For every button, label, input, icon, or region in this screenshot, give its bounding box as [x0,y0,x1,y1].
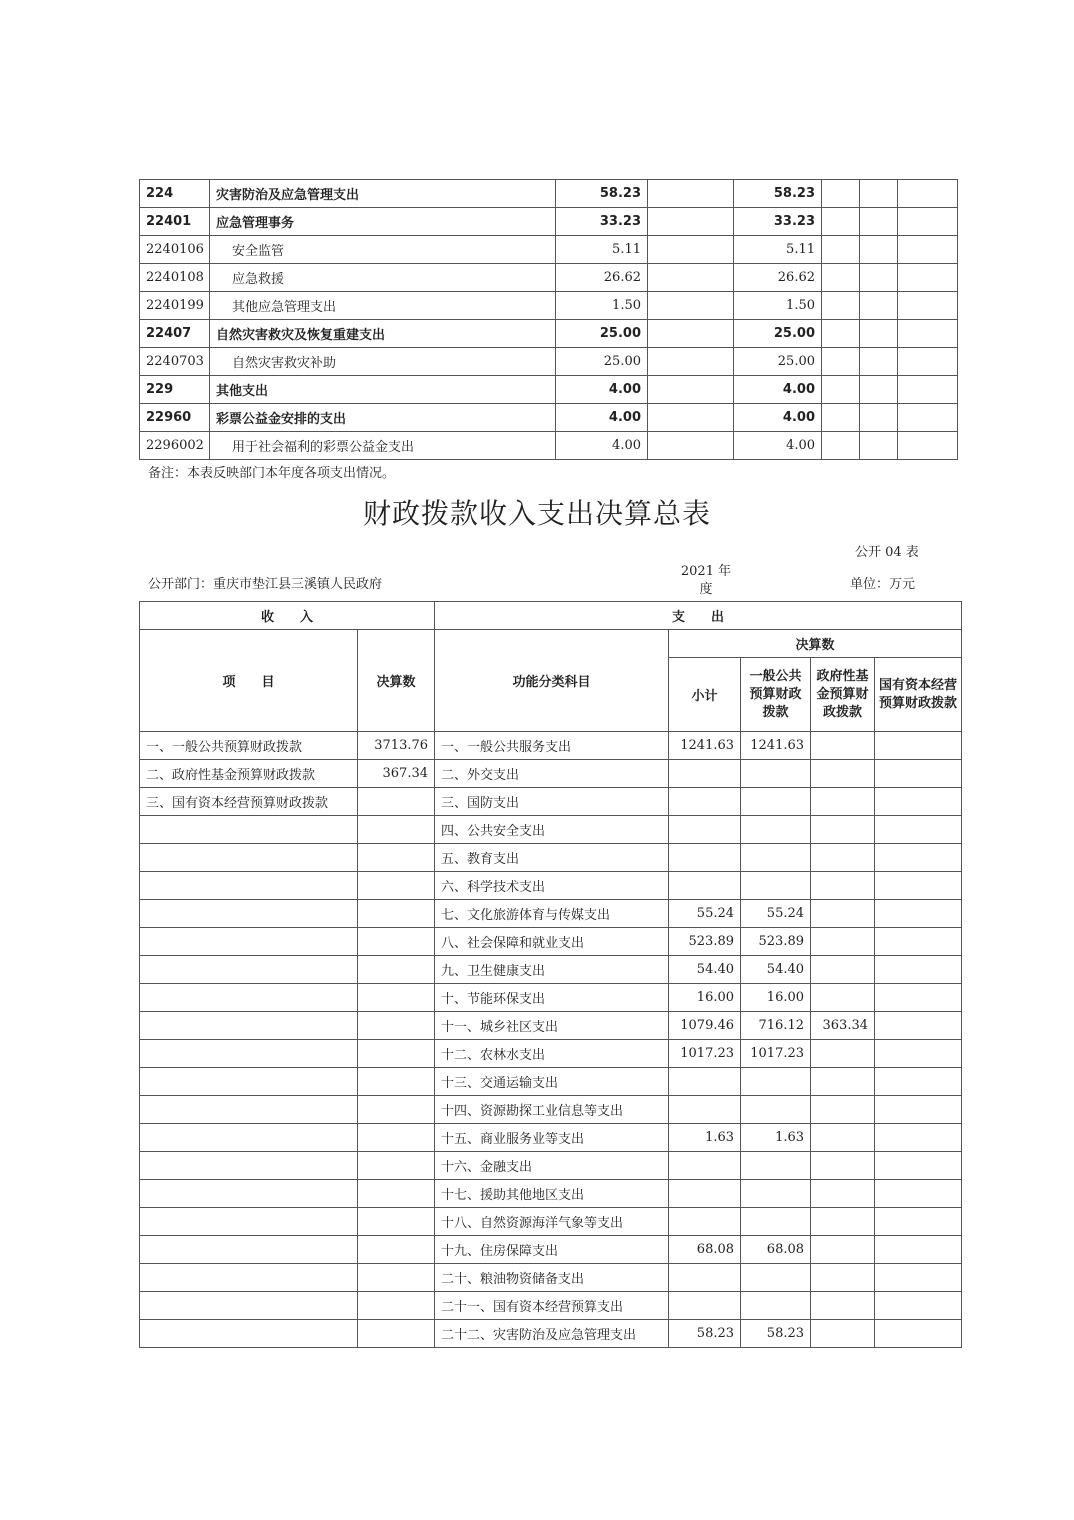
state-capital [875,1180,962,1208]
detail-total: 5.11 [556,236,648,264]
income-item: 一、一般公共预算财政拨款 [140,732,358,760]
summary-row [140,1068,962,1096]
subtotal [669,788,741,816]
gov-fund [811,1124,875,1152]
general-budget [741,816,811,844]
summary-row [140,1040,962,1068]
expense-category: 五、教育支出 [435,844,669,872]
detail-col-6 [822,376,860,404]
detail-name: 自然灾害救灾及恢复重建支出 [210,320,556,348]
general-budget [741,844,811,872]
subtotal [669,844,741,872]
summary-row [140,1264,962,1292]
gov-fund-header: 政府性基金预算财政拨款 [811,658,875,732]
income-amount: 3713.76 [358,732,435,760]
summary-row [140,900,962,928]
income-amount [358,900,435,928]
state-capital [875,1012,962,1040]
detail-row [140,264,958,292]
income-amount [358,1012,435,1040]
detail-col-7 [860,180,898,208]
subtotal: 1.63 [669,1124,741,1152]
detail-name: 自然灾害救灾补助 [210,348,556,376]
expense-category: 十五、商业服务业等支出 [435,1124,669,1152]
income-item [140,1236,358,1264]
general-budget [741,760,811,788]
detail-project: 25.00 [734,320,822,348]
detail-project: 58.23 [734,180,822,208]
detail-col-6 [822,292,860,320]
detail-row [140,180,958,208]
summary-row [140,844,962,872]
detail-total: 4.00 [556,376,648,404]
general-budget [741,1152,811,1180]
state-capital-header: 国有资本经营预算财政拨款 [875,658,962,732]
detail-total: 25.00 [556,320,648,348]
subtotal [669,1180,741,1208]
subtotal [669,1208,741,1236]
gov-fund [811,816,875,844]
detail-basic [648,264,734,292]
income-amount [358,1096,435,1124]
detail-project: 25.00 [734,348,822,376]
income-amount [358,1320,435,1348]
expense-category: 六、科学技术支出 [435,872,669,900]
income-item [140,1320,358,1348]
expense-category: 八、社会保障和就业支出 [435,928,669,956]
general-budget: 58.23 [741,1320,811,1348]
gov-fund [811,1292,875,1320]
gov-fund [811,788,875,816]
detail-col-7 [860,236,898,264]
expense-category: 七、文化旅游体育与传媒支出 [435,900,669,928]
gov-fund [811,1068,875,1096]
expense-category: 十三、交通运输支出 [435,1068,669,1096]
state-capital [875,956,962,984]
detail-basic [648,180,734,208]
detail-code: 2240703 [140,348,210,376]
expense-category: 十、节能环保支出 [435,984,669,1012]
summary-row [140,928,962,956]
detail-col-8 [898,292,958,320]
detail-total: 4.00 [556,404,648,432]
function-header: 功能分类科目 [435,630,669,732]
income-item [140,1012,358,1040]
detail-project: 4.00 [734,404,822,432]
gov-fund [811,1208,875,1236]
detail-code: 2240106 [140,236,210,264]
summary-row [140,1012,962,1040]
detail-row [140,292,958,320]
gov-fund [811,900,875,928]
detail-total: 25.00 [556,348,648,376]
gov-fund: 363.34 [811,1012,875,1040]
detail-total: 58.23 [556,180,648,208]
subtotal: 58.23 [669,1320,741,1348]
income-item [140,1208,358,1236]
income-amount [358,1068,435,1096]
state-capital [875,732,962,760]
general-budget: 16.00 [741,984,811,1012]
state-capital [875,1068,962,1096]
income-amount [358,1152,435,1180]
summary-row [140,872,962,900]
detail-name: 其他支出 [210,376,556,404]
income-amount: 367.34 [358,760,435,788]
income-item [140,1124,358,1152]
state-capital [875,872,962,900]
income-amount [358,872,435,900]
detail-col-8 [898,320,958,348]
unit-label: 单位：万元 [850,577,916,592]
detail-col-8 [898,180,958,208]
income-amount [358,1124,435,1152]
expense-category: 十四、资源勘探工业信息等支出 [435,1096,669,1124]
state-capital [875,760,962,788]
summary-row [140,1292,962,1320]
summary-row [140,1236,962,1264]
detail-project: 1.50 [734,292,822,320]
state-capital [875,1040,962,1068]
detail-row [140,348,958,376]
subtotal: 55.24 [669,900,741,928]
expense-category: 九、卫生健康支出 [435,956,669,984]
subtotal [669,1096,741,1124]
detail-basic [648,432,734,460]
income-item: 三、国有资本经营预算财政拨款 [140,788,358,816]
detail-basic [648,292,734,320]
expense-category: 十七、援助其他地区支出 [435,1180,669,1208]
income-item [140,900,358,928]
department-label: 公开部门：重庆市垫江县三溪镇人民政府 [148,577,383,592]
income-amount [358,984,435,1012]
detail-code: 22401 [140,208,210,236]
subtotal: 1241.63 [669,732,741,760]
detail-name: 彩票公益金安排的支出 [210,404,556,432]
expense-category: 三、国防支出 [435,788,669,816]
income-item [140,1068,358,1096]
general-budget [741,1068,811,1096]
detail-col-6 [822,208,860,236]
table-number: 公开 04 表 [855,545,919,560]
summary-row [140,956,962,984]
gov-fund [811,1320,875,1348]
gov-fund [811,956,875,984]
detail-name: 应急救援 [210,264,556,292]
gov-fund [811,928,875,956]
subtotal: 1079.46 [669,1012,741,1040]
income-amount [358,1208,435,1236]
state-capital [875,1320,962,1348]
detail-code: 2296002 [140,432,210,460]
detail-project: 4.00 [734,432,822,460]
summary-row [140,732,962,760]
summary-row [140,1320,962,1348]
income-amount [358,844,435,872]
state-capital [875,928,962,956]
final-header: 决算数 [669,630,962,658]
gov-fund [811,1180,875,1208]
item-header: 项 目 [140,630,358,732]
income-item [140,956,358,984]
gov-fund [811,844,875,872]
amount-header: 决算数 [358,630,435,732]
general-budget: 68.08 [741,1236,811,1264]
expense-category: 一、一般公共服务支出 [435,732,669,760]
subtotal-header: 小计 [669,658,741,732]
general-budget: 1.63 [741,1124,811,1152]
summary-row [140,984,962,1012]
detail-code: 22960 [140,404,210,432]
income-item [140,1180,358,1208]
general-budget-header: 一般公共预算财政拨款 [741,658,811,732]
subtotal: 16.00 [669,984,741,1012]
detail-name: 灾害防治及应急管理支出 [210,180,556,208]
summary-table [139,601,962,1348]
detail-col-6 [822,236,860,264]
income-item [140,984,358,1012]
income-item [140,844,358,872]
general-budget: 1241.63 [741,732,811,760]
income-item [140,1292,358,1320]
detail-code: 2240199 [140,292,210,320]
income-amount [358,788,435,816]
detail-row [140,376,958,404]
subtotal [669,1152,741,1180]
state-capital [875,1264,962,1292]
detail-row [140,236,958,264]
fiscal-year: 2021 年度 [680,564,732,597]
general-budget: 54.40 [741,956,811,984]
income-item [140,1096,358,1124]
gov-fund [811,1152,875,1180]
detail-name: 应急管理事务 [210,208,556,236]
expense-category: 二十二、灾害防治及应急管理支出 [435,1320,669,1348]
summary-row [140,816,962,844]
expense-detail-table [139,179,958,460]
detail-total: 4.00 [556,432,648,460]
general-budget [741,872,811,900]
summary-row [140,760,962,788]
state-capital [875,900,962,928]
general-budget: 1017.23 [741,1040,811,1068]
summary-row [140,1180,962,1208]
detail-total: 33.23 [556,208,648,236]
detail-row [140,320,958,348]
subtotal: 1017.23 [669,1040,741,1068]
expense-category: 十一、城乡社区支出 [435,1012,669,1040]
detail-col-7 [860,376,898,404]
detail-code: 2240108 [140,264,210,292]
income-amount [358,1264,435,1292]
state-capital [875,788,962,816]
income-item [140,872,358,900]
detail-col-8 [898,404,958,432]
gov-fund [811,1236,875,1264]
subtotal [669,872,741,900]
income-amount [358,1040,435,1068]
income-item [140,1152,358,1180]
income-amount [358,956,435,984]
subtotal: 54.40 [669,956,741,984]
income-item [140,1264,358,1292]
income-amount [358,816,435,844]
summary-row [140,1096,962,1124]
state-capital [875,1292,962,1320]
detail-col-6 [822,404,860,432]
detail-row [140,404,958,432]
detail-col-8 [898,264,958,292]
state-capital [875,1124,962,1152]
subtotal: 68.08 [669,1236,741,1264]
expense-category: 四、公共安全支出 [435,816,669,844]
expense-category: 十八、自然资源海洋气象等支出 [435,1208,669,1236]
income-item: 二、政府性基金预算财政拨款 [140,760,358,788]
general-budget [741,1180,811,1208]
general-budget: 716.12 [741,1012,811,1040]
detail-code: 22407 [140,320,210,348]
subtotal [669,1264,741,1292]
general-budget: 523.89 [741,928,811,956]
detail-row [140,432,958,460]
detail-col-7 [860,404,898,432]
subtotal: 523.89 [669,928,741,956]
subtotal [669,760,741,788]
income-amount [358,1292,435,1320]
summary-row [140,1208,962,1236]
expense-category: 二十一、国有资本经营预算支出 [435,1292,669,1320]
detail-col-6 [822,180,860,208]
detail-name: 用于社会福利的彩票公益金支出 [210,432,556,460]
gov-fund [811,1264,875,1292]
state-capital [875,984,962,1012]
summary-row [140,788,962,816]
detail-basic [648,320,734,348]
detail-col-6 [822,432,860,460]
expense-category: 二、外交支出 [435,760,669,788]
expense-category: 十二、农林水支出 [435,1040,669,1068]
detail-name: 其他应急管理支出 [210,292,556,320]
summary-row [140,1124,962,1152]
general-budget [741,1264,811,1292]
detail-col-6 [822,320,860,348]
subtotal [669,1068,741,1096]
detail-name: 安全监管 [210,236,556,264]
gov-fund [811,1040,875,1068]
subtotal [669,816,741,844]
detail-row [140,208,958,236]
state-capital [875,1236,962,1264]
detail-col-8 [898,208,958,236]
detail-project: 5.11 [734,236,822,264]
state-capital [875,816,962,844]
detail-total: 1.50 [556,292,648,320]
income-amount [358,1180,435,1208]
state-capital [875,844,962,872]
expense-header: 支 出 [435,602,962,630]
gov-fund [811,872,875,900]
state-capital [875,1208,962,1236]
detail-basic [648,236,734,264]
detail-code: 229 [140,376,210,404]
income-amount [358,1236,435,1264]
detail-basic [648,348,734,376]
general-budget [741,788,811,816]
gov-fund [811,1096,875,1124]
income-amount [358,928,435,956]
expense-category: 十九、住房保障支出 [435,1236,669,1264]
detail-col-7 [860,292,898,320]
detail-project: 33.23 [734,208,822,236]
expense-category: 二十、粮油物资储备支出 [435,1264,669,1292]
income-item [140,816,358,844]
detail-col-7 [860,264,898,292]
detail-col-8 [898,432,958,460]
detail-col-6 [822,348,860,376]
expense-category: 十六、金融支出 [435,1152,669,1180]
detail-basic [648,376,734,404]
gov-fund [811,984,875,1012]
detail-total: 26.62 [556,264,648,292]
detail-col-8 [898,236,958,264]
general-budget [741,1096,811,1124]
detail-col-6 [822,264,860,292]
detail-col-7 [860,432,898,460]
detail-project: 26.62 [734,264,822,292]
detail-code: 224 [140,180,210,208]
summary-row [140,1152,962,1180]
page-title: 财政拨款收入支出决算总表 [362,497,711,530]
gov-fund [811,732,875,760]
table-note: 备注：本表反映部门本年度各项支出情况。 [148,466,396,481]
subtotal [669,1292,741,1320]
state-capital [875,1096,962,1124]
detail-basic [648,208,734,236]
detail-col-7 [860,320,898,348]
detail-project: 4.00 [734,376,822,404]
gov-fund [811,760,875,788]
state-capital [875,1152,962,1180]
general-budget: 55.24 [741,900,811,928]
detail-col-8 [898,348,958,376]
income-header: 收 入 [140,602,435,630]
general-budget [741,1208,811,1236]
detail-col-7 [860,208,898,236]
income-item [140,928,358,956]
detail-basic [648,404,734,432]
income-item [140,1040,358,1068]
detail-col-8 [898,376,958,404]
general-budget [741,1292,811,1320]
detail-col-7 [860,348,898,376]
